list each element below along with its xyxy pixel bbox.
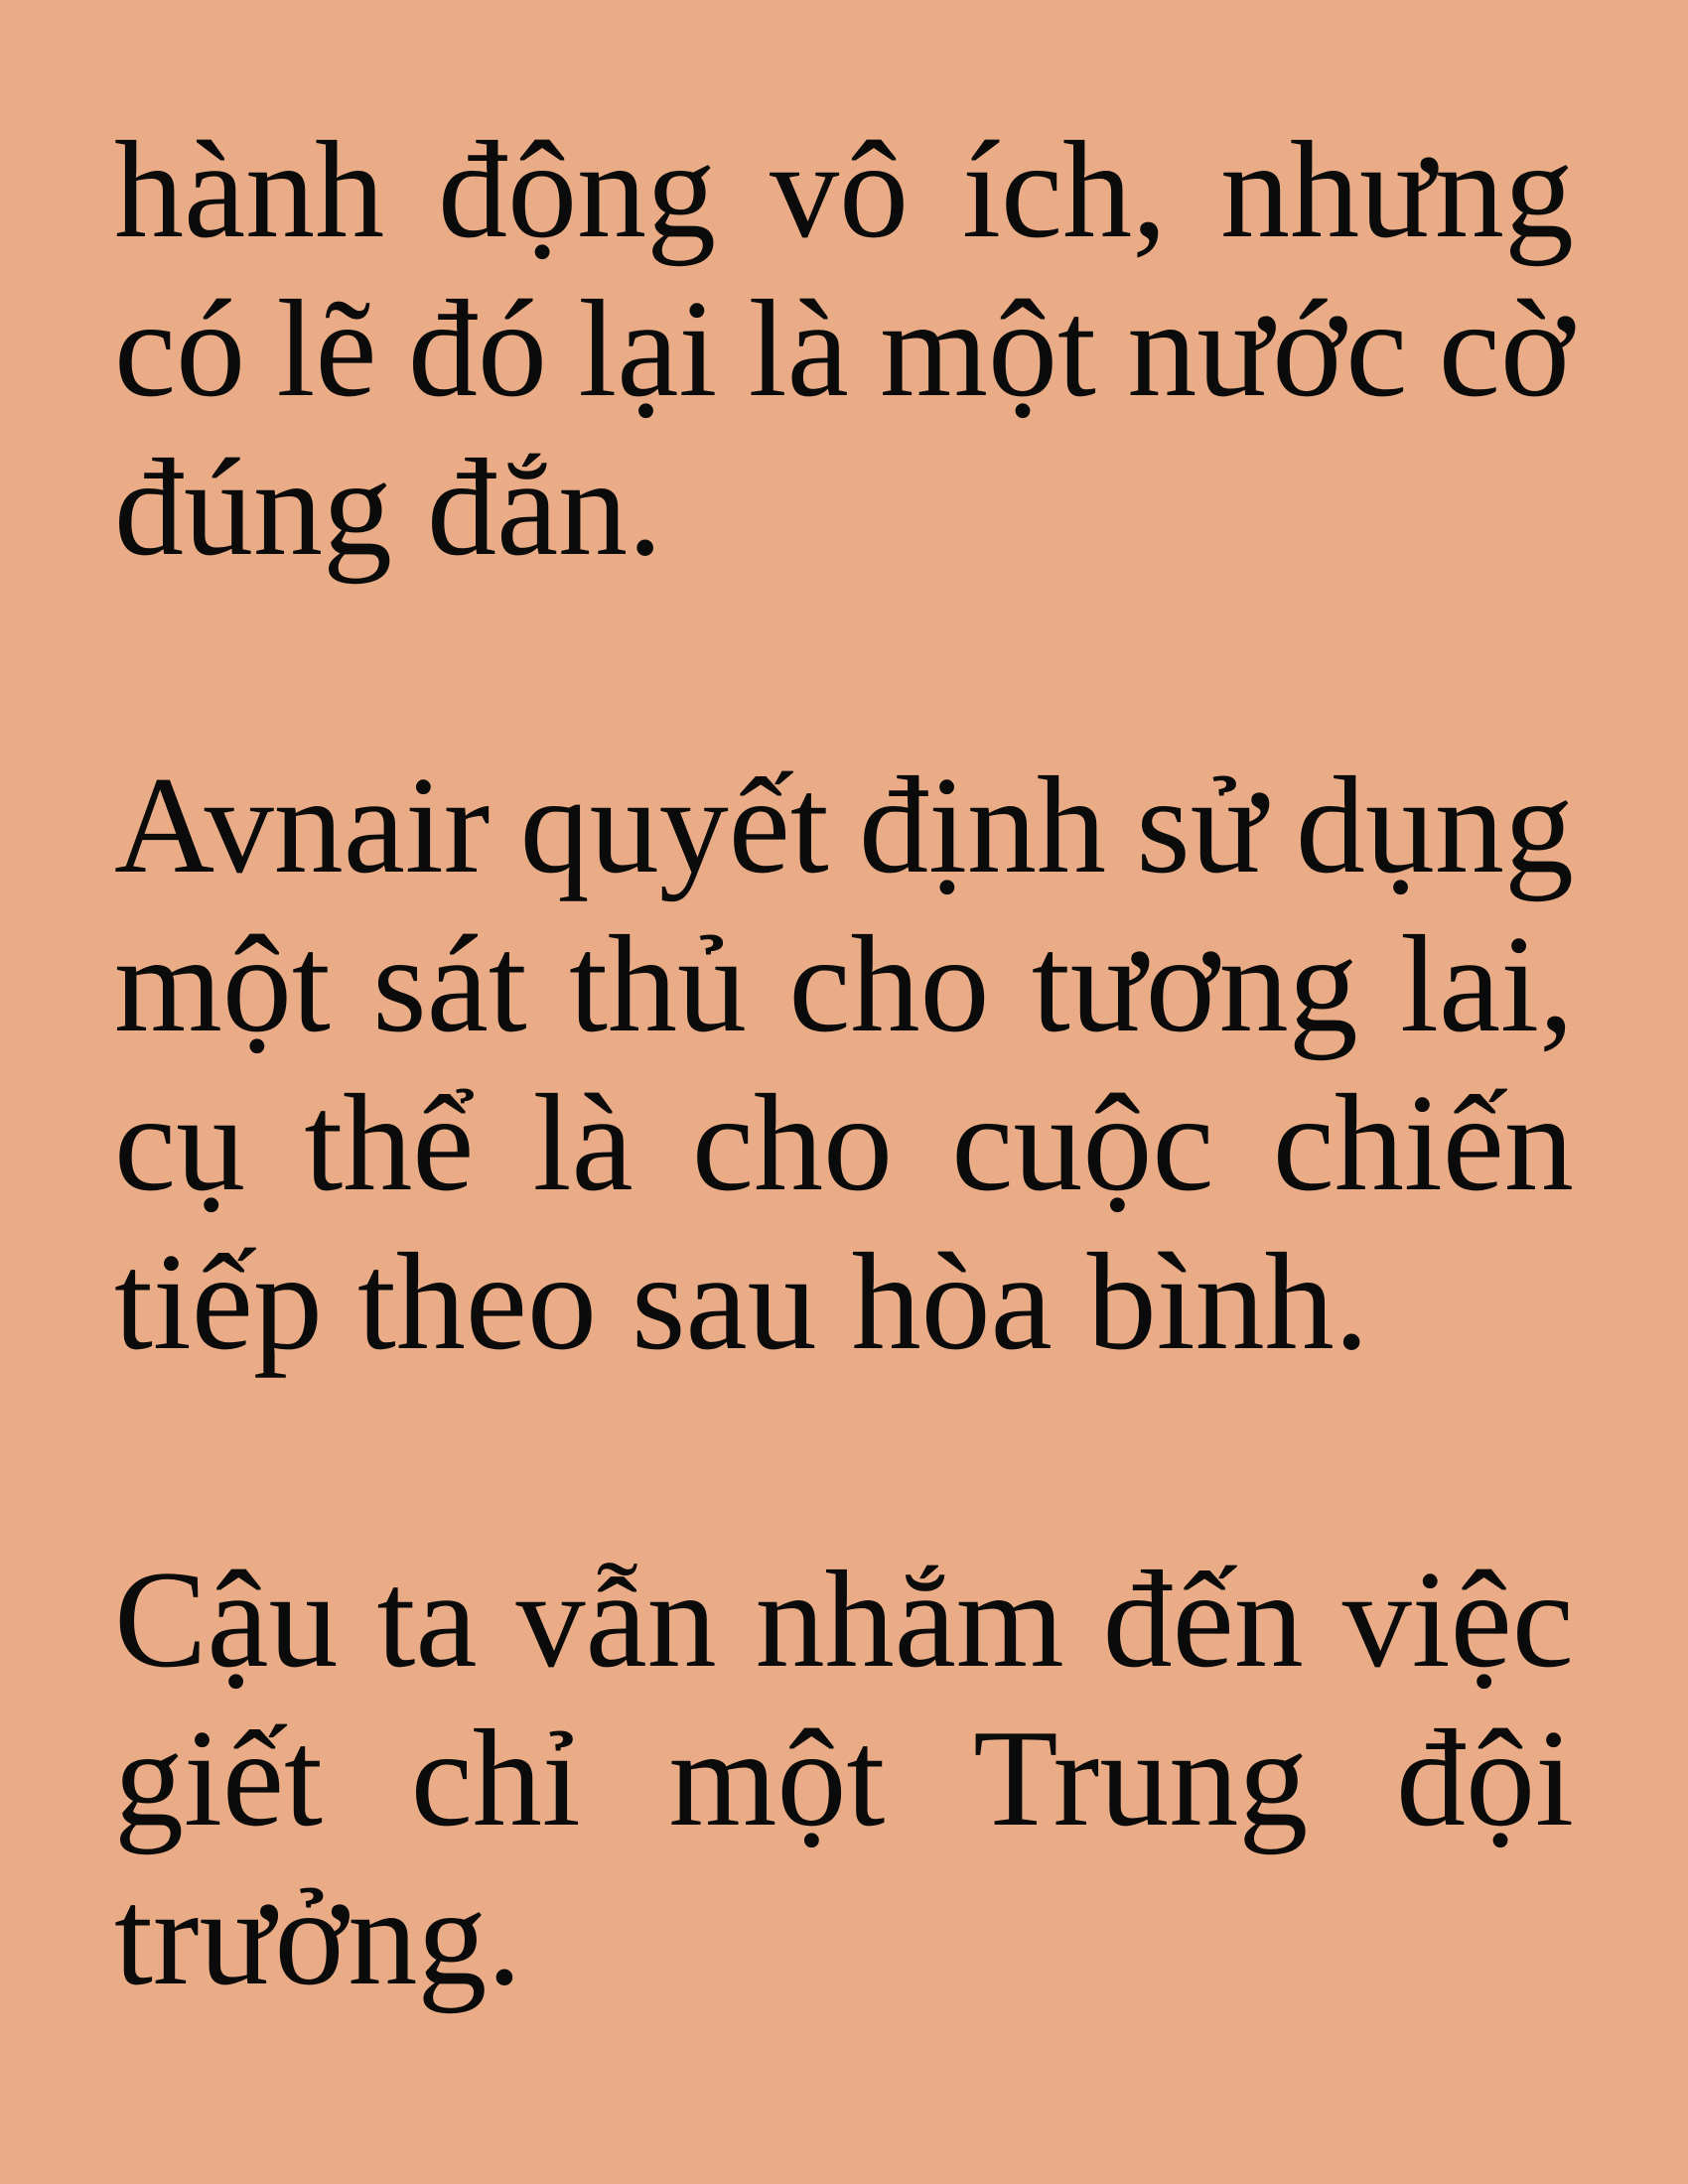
paragraph <box>114 1541 1574 2017</box>
word: Trung <box>973 1702 1309 1855</box>
text-line <box>114 111 1574 270</box>
word: nhắm <box>755 1543 1064 1697</box>
word: lai, <box>1400 907 1574 1061</box>
word: dụng <box>1295 749 1574 902</box>
word: là <box>532 1066 633 1220</box>
word: vẫn <box>515 1543 717 1697</box>
word: việc <box>1341 1543 1574 1697</box>
text-line <box>114 270 1574 429</box>
word: định <box>859 749 1106 902</box>
word: một <box>880 272 1096 426</box>
word: nước <box>1127 272 1408 426</box>
word: cờ <box>1438 272 1574 426</box>
word: chỉ <box>410 1702 581 1855</box>
word: lẽ <box>276 272 377 426</box>
word: hành <box>114 113 385 267</box>
word: cho <box>691 1066 894 1220</box>
text-line <box>114 747 1574 905</box>
word: một <box>114 907 331 1061</box>
paragraph <box>114 111 1574 588</box>
word: Avnair <box>114 749 491 902</box>
novel-text-content <box>114 111 1574 2017</box>
text-line <box>114 1064 1574 1223</box>
word: cuộc <box>951 1066 1214 1220</box>
paragraph <box>114 747 1574 1382</box>
word: nhưng <box>1220 113 1574 267</box>
word: đội <box>1396 1702 1574 1855</box>
word: đến <box>1102 1543 1304 1697</box>
word: ta <box>376 1543 478 1697</box>
word: động <box>438 113 717 267</box>
word: là <box>748 272 849 426</box>
text-line: tiếp theo sau hòa bình. <box>114 1225 1369 1379</box>
word: cụ <box>114 1066 246 1220</box>
word: sử <box>1136 749 1266 902</box>
text-line: đúng đắn. <box>114 431 663 585</box>
word: tương <box>1031 907 1358 1061</box>
word: một <box>668 1702 886 1855</box>
word: cho <box>788 907 990 1061</box>
word: thể <box>304 1066 475 1220</box>
word: lại <box>578 272 718 426</box>
word: Cậu <box>114 1543 339 1697</box>
text-line: trưởng. <box>114 1860 522 2014</box>
word: sát <box>372 907 527 1061</box>
word: có <box>114 272 246 426</box>
text-line <box>114 905 1574 1064</box>
word: đó <box>407 272 547 426</box>
word: ích, <box>962 113 1168 267</box>
text-line <box>114 1700 1574 1858</box>
text-line <box>114 1541 1574 1700</box>
word: giết <box>114 1702 323 1855</box>
word: chiến <box>1272 1066 1574 1220</box>
word: vô <box>770 113 910 267</box>
word: thủ <box>569 907 747 1061</box>
word: quyết <box>519 749 829 902</box>
